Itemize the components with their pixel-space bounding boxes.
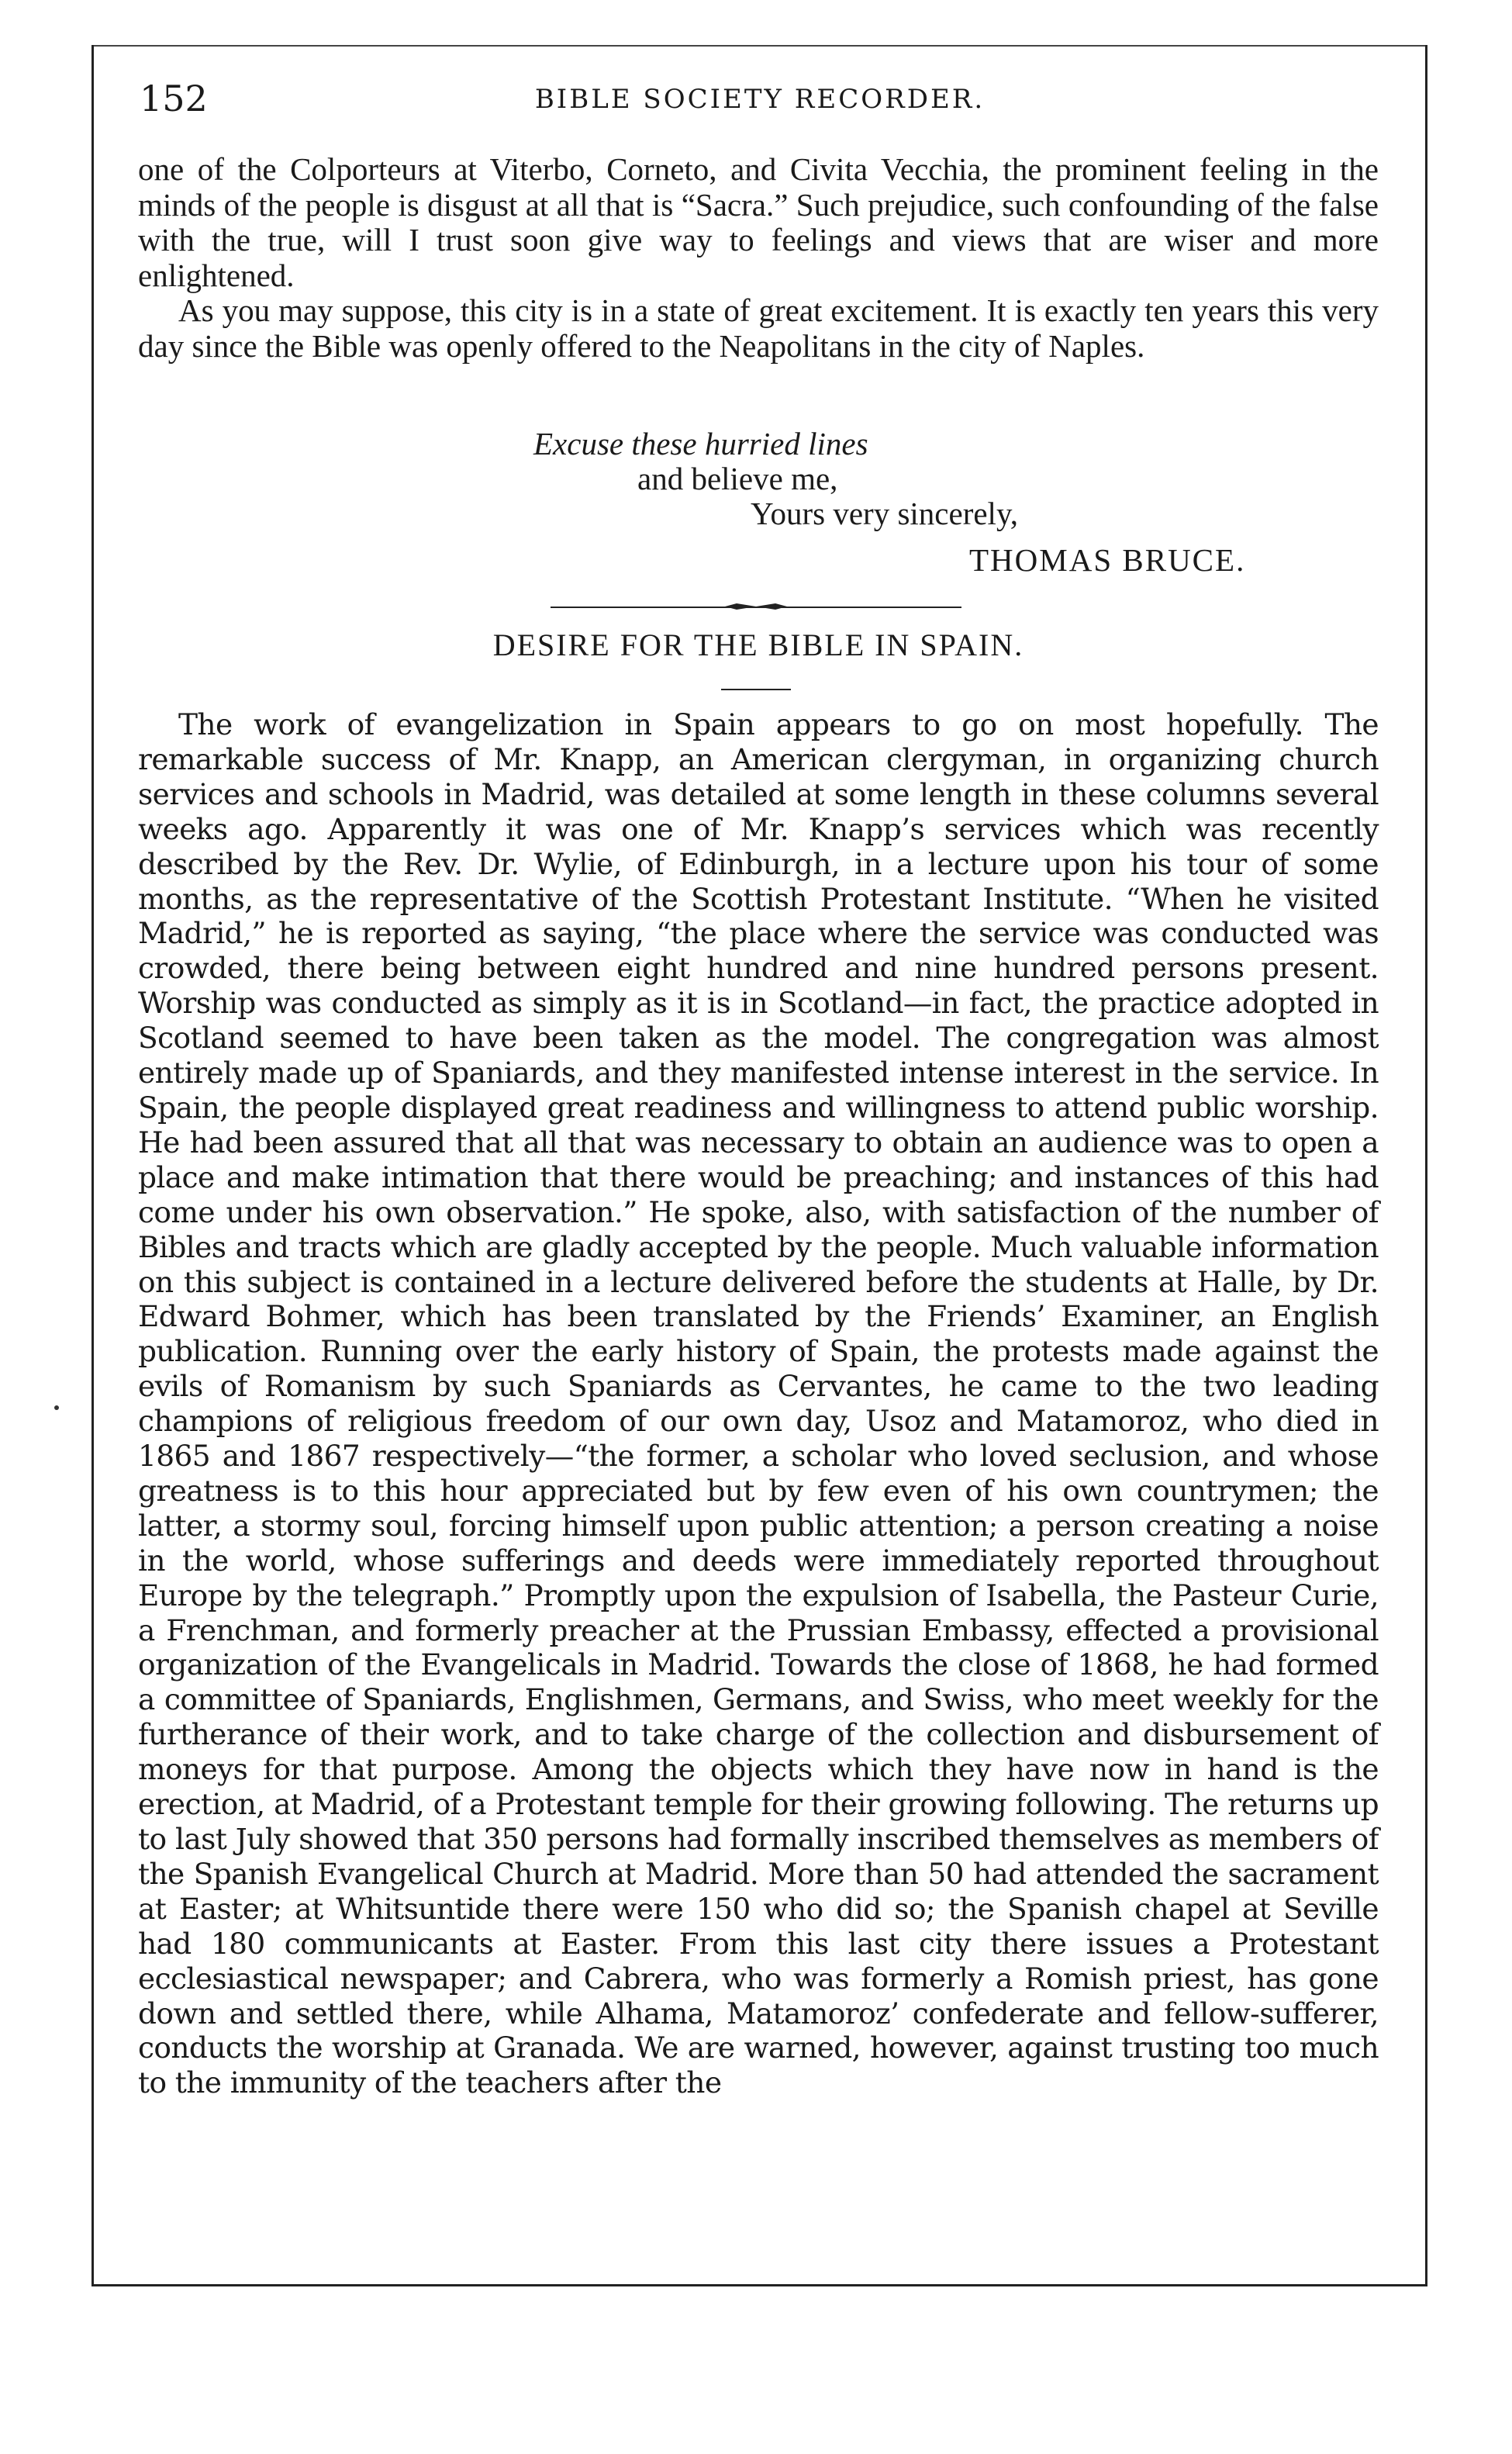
- closing-line-2: and believe me,: [637, 461, 838, 496]
- ink-speck: [54, 1405, 59, 1410]
- running-title: BIBLE SOCIETY RECORDER.: [534, 84, 986, 115]
- title-underline-rule: [721, 689, 791, 690]
- article-body: [138, 707, 1379, 2100]
- article-title: DESIRE FOR THE BIBLE IN SPAIN.: [492, 627, 1024, 662]
- page-number: 152: [140, 78, 208, 119]
- bottom-border-rule: [91, 2284, 1427, 2286]
- article-paragraph: The work of evangelization in Spain appears to go on most hopefully. The remarkable success of Mr. Knapp, an American clergyman, in organizing church services and schools in Madrid, was detailed at some length in these columns several weeks ago. Apparently it was one of Mr. Knapp’s services which was recently described by the Rev. Dr. Wylie, of Edinburgh, in a lecture upon his tour of some months, as the representative of the Scottish Protestant Institute. “When he visited Madrid,” he is reported as saying, “the place where the service was conducted was crowded, there being between eight hundred and nine hundred persons present. Worship was conducted as simply as it is in Scotland—in fact, the practice adopted in Scotland seemed to have been taken as the model. The congregation was almost entirely made up of Spaniards, and they manifested intense interest in the service. In Spain, the people displayed great readiness and willingness to attend public worship. He had been assured that all that was necessary to obtain an audience was to open a place and make intimation that there would be preaching; and instances of this had come under his own observation.” He spoke, also, with satisfaction of the number of Bibles and tracts which are gladly accepted by the people. Much valuable information on this subject is contained in a lecture delivered before the students at Halle, by Dr. Edward Bohmer, which has been translated by the Friends’ Examiner, an English publication. Running over the early history of Spain, the protests made against the evils of Romanism by such Spaniards as Cervantes, he came to the two leading champions of religious freedom of our own day, Usoz and Matamoroz, who died in 1865 and 1867 respectively—“the former, a scholar who loved seclusion, and whose greatness is to this hour appreciated but by few even of his own countrymen; the latter, a stormy soul, forcing himself upon public attention; a person creating a noise in the world, whose sufferings and deeds were immediately reported throughout Europe by the telegraph.” Promptly upon the expulsion of Isabella, the Pasteur Curie, a Frenchman, and formerly preacher at the Prussian Embassy, effected a provisional organization of the Evangelicals in Madrid. Towards the close of 1868, he had formed a committee of Spaniards, Englishmen, Germans, and Swiss, who meet weekly for the furtherance of their work, and to take charge of the collection and disbursement of moneys for that purpose. Among the objects which they have now in hand is the erection, at Madrid, of a Protestant temple for their growing following. The returns up to last July showed that 350 persons had formally inscribed themselves as members of the Spanish Evangelical Church at Madrid. More than 50 had attended the sacrament at Easter; at Whitsuntide there were 150 who did so; the Spanish chapel at Seville had 180 communicants at Easter. From this last city there issues a Protestant ecclesiastical newspaper; and Cabrera, who was formerly a Romish priest, has gone down and settled there, while Alhama, Matamoroz’ confederate and fellow-sufferer, conducts the worship at Granada. We are warned, however, against trusting too much to the immunity of the teachers after the: [138, 707, 1379, 2100]
- divider-ornament: [721, 601, 791, 612]
- top-border-rule: [91, 45, 1427, 47]
- page-header: [140, 78, 1380, 124]
- closing-line-1: Excuse these hurried lines: [533, 426, 868, 461]
- left-border-rule: [91, 45, 94, 2286]
- signature: THOMAS BRUCE.: [969, 542, 1246, 578]
- right-border-rule: [1425, 45, 1427, 2286]
- letter-text: [138, 152, 1379, 365]
- letter-paragraph-2: As you may suppose, this city is in a state of great excitement. It is exactly ten years this very day since the Bible was openly offered to the Neapolitans in the city of Naples.: [138, 292, 1379, 364]
- letter-paragraph-1: one of the Colporteurs at Viterbo, Corneto, and Civita Vecchia, the prominent feeling in the minds of the people is disgust at all that is “Sacra.” Such prejudice, such confounding of the false with the true, will I trust soon give way to feelings and views that are wiser and more enlightened.: [138, 151, 1379, 293]
- closing-line-3: Yours very sincerely,: [751, 496, 1019, 531]
